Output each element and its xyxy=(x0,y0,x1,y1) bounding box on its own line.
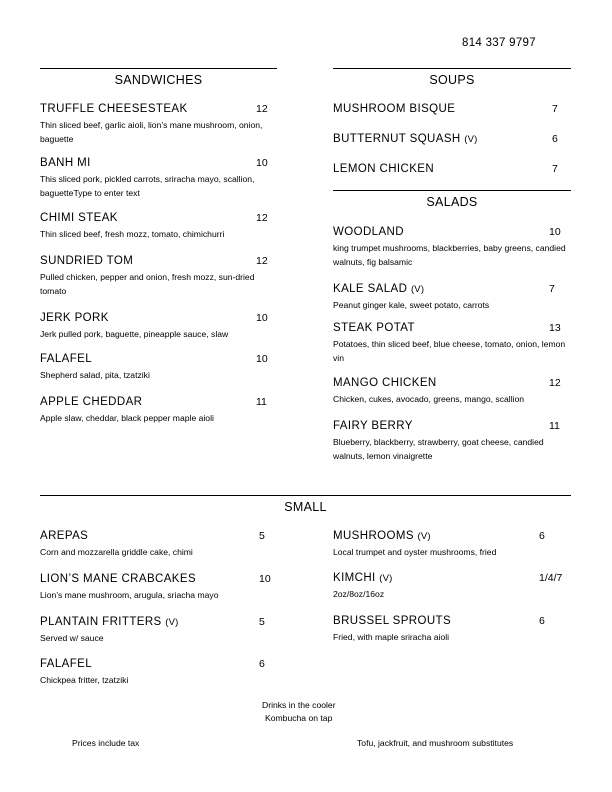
menu-item-description: Thin sliced beef, fresh mozz, tomato, chimichurri xyxy=(40,229,225,239)
soups-heading: SOUPS xyxy=(429,73,475,87)
menu-item-price: 10 xyxy=(256,312,268,324)
menu-item-description: 2oz/8oz/16oz xyxy=(333,589,385,599)
menu-item-name-text: STEAK POTAT xyxy=(333,322,415,334)
small-rule xyxy=(40,495,571,496)
menu-item-name-text: BANH MI xyxy=(40,157,91,169)
menu-item-description: This sliced pork, pickled carrots, sriracha mayo, scallion, baguetteType to enter text xyxy=(40,174,255,198)
menu-item-description: Thin sliced beef, garlic aioli, lion’s mane mushroom, onion, baguette xyxy=(40,120,263,144)
vegan-tag: (V) xyxy=(417,531,431,542)
menu-item-name-text: LEMON CHICKEN xyxy=(333,163,435,175)
menu-item-price: 6 xyxy=(539,615,545,627)
menu-item-name-text: BRUSSEL SPROUTS xyxy=(333,615,452,627)
menu-item-description: Peanut ginger kale, sweet potato, carrots xyxy=(333,300,490,310)
menu-item-price: 12 xyxy=(256,255,268,267)
menu-item-name-text: FAIRY BERRY xyxy=(333,420,413,432)
menu-item-description: Local trumpet and oyster mushrooms, fried xyxy=(333,547,497,557)
menu-item-price: 10 xyxy=(256,157,268,169)
menu-item-name xyxy=(40,103,188,115)
menu-item-name xyxy=(40,312,109,324)
vegan-tag: (V) xyxy=(464,134,478,145)
menu-item-price: 6 xyxy=(539,530,545,542)
menu-item-name xyxy=(40,616,178,628)
menu-item-price: 5 xyxy=(259,616,265,628)
menu-item-description: king trumpet mushrooms, blackberries, baby greens, candied walnuts, fig balsamic xyxy=(333,243,566,267)
menu-item-name-text: PLANTAIN FRITTERS xyxy=(40,616,162,628)
menu-item-name-text: SUNDRIED TOM xyxy=(40,255,134,267)
menu-item-name-text: APPLE CHEDDAR xyxy=(40,396,143,408)
kombucha-note: Kombucha on tap xyxy=(265,713,333,723)
menu-item-price: 6 xyxy=(259,658,265,670)
menu-item-name xyxy=(333,103,455,115)
menu-item-name xyxy=(333,420,413,432)
menu-item-price: 10 xyxy=(256,353,268,365)
menu-item-name xyxy=(333,226,404,238)
menu-item-name xyxy=(333,133,477,145)
menu-item-description: Blueberry, blackberry, strawberry, goat cheese, candied walnuts, lemon vinaigrette xyxy=(333,437,544,461)
menu-item-price: 7 xyxy=(552,163,558,175)
menu-item-name xyxy=(333,163,434,175)
menu-item-price: 10 xyxy=(549,226,561,238)
menu-item-name-text: LION’S MANE CRABCAKES xyxy=(40,573,197,585)
menu-item-name-text: TRUFFLE CHEESESTEAK xyxy=(40,103,188,115)
menu-item-price: 11 xyxy=(256,396,267,408)
menu-item-price: 6 xyxy=(552,133,558,145)
sandwiches-heading: SANDWICHES xyxy=(114,73,203,87)
menu-item-price: 7 xyxy=(549,283,555,295)
menu-item-price: 7 xyxy=(552,103,558,115)
vegan-tag: (V) xyxy=(379,573,393,584)
menu-item-description: Shepherd salad, pita, tzatziki xyxy=(40,370,150,380)
menu-item-name-text: KALE SALAD xyxy=(333,283,408,295)
menu-item-description: Potatoes, thin sliced beef, blue cheese, tomato, onion, lemon vin xyxy=(333,339,566,363)
menu-item-price: 12 xyxy=(256,212,268,224)
menu-item-name-text: CHIMI STEAK xyxy=(40,212,118,224)
menu-item-price: 13 xyxy=(549,322,561,334)
menu-item-description: Lion’s mane mushroom, arugula, sriacha mayo xyxy=(40,590,219,600)
menu-item-description: Fried, with maple sriracha aioli xyxy=(333,632,450,642)
menu-item-description: Chicken, cukes, avocado, greens, mango, scallion xyxy=(333,394,525,404)
menu-item-name xyxy=(333,615,451,627)
menu-item-name xyxy=(40,255,133,267)
drinks-note: Drinks in the cooler xyxy=(262,700,336,710)
salads-heading: SALADS xyxy=(426,195,478,209)
vegan-tag: (V) xyxy=(410,284,425,295)
menu-item-name xyxy=(40,573,196,585)
small-heading: SMALL xyxy=(284,500,327,514)
menu-item-name xyxy=(333,377,437,389)
menu-item-price: 1/4/7 xyxy=(539,572,563,584)
menu-item-description: Pulled chicken, pepper and onion, fresh mozz, sun-dried tomato xyxy=(40,272,255,296)
menu-item-name xyxy=(333,283,424,295)
menu-item-name xyxy=(40,530,88,542)
substitutes-note: Tofu, jackfruit, and mushroom substitutes xyxy=(357,738,514,748)
menu-item-price: 5 xyxy=(259,530,265,542)
menu-item-price: 12 xyxy=(256,103,268,115)
menu-item-price: 10 xyxy=(259,573,271,585)
menu-item-name-text: AREPAS xyxy=(40,530,89,542)
tax-note: Prices include tax xyxy=(72,738,140,748)
menu-item-name xyxy=(40,396,142,408)
menu-item-price: 12 xyxy=(549,377,561,389)
vegan-tag: (V) xyxy=(165,617,179,628)
menu-item-name-text: WOODLAND xyxy=(333,226,404,238)
menu-item-name-text: MUSHROOMS xyxy=(333,530,414,542)
salads-rule xyxy=(333,190,571,191)
menu-item-name xyxy=(40,157,91,169)
menu-item-name-text: FALAFEL xyxy=(40,353,93,365)
menu-item-description: Chickpea fritter, tzatziki xyxy=(40,675,129,685)
menu-item-description: Apple slaw, cheddar, black pepper maple aioli xyxy=(40,413,214,423)
menu-item-name xyxy=(40,353,92,365)
soups-rule xyxy=(333,68,571,69)
menu-item-name-text: KIMCHI xyxy=(333,572,376,584)
menu-item-name xyxy=(333,572,393,584)
phone-number: 814 337 9797 xyxy=(462,37,536,49)
menu-item-description: Served w/ sauce xyxy=(40,633,104,643)
menu-item-name xyxy=(333,322,415,334)
menu-item-name-text: MANGO CHICKEN xyxy=(333,377,437,389)
menu-item-name-text: BUTTERNUT SQUASH xyxy=(333,133,461,145)
menu-item-description: Jerk pulled pork, baguette, pineapple sauce, slaw xyxy=(40,329,229,339)
menu-item-name xyxy=(40,658,92,670)
menu-item-name xyxy=(40,212,118,224)
menu-item-price: 11 xyxy=(549,420,560,432)
menu-item-name xyxy=(333,530,431,542)
sandwiches-rule xyxy=(40,68,277,69)
menu-item-name-text: FALAFEL xyxy=(40,658,93,670)
menu-item-name-text: JERK PORK xyxy=(40,312,109,324)
menu-item-name-text: MUSHROOM BISQUE xyxy=(333,103,456,115)
menu-item-description: Corn and mozzarella griddle cake, chimi xyxy=(40,547,193,557)
